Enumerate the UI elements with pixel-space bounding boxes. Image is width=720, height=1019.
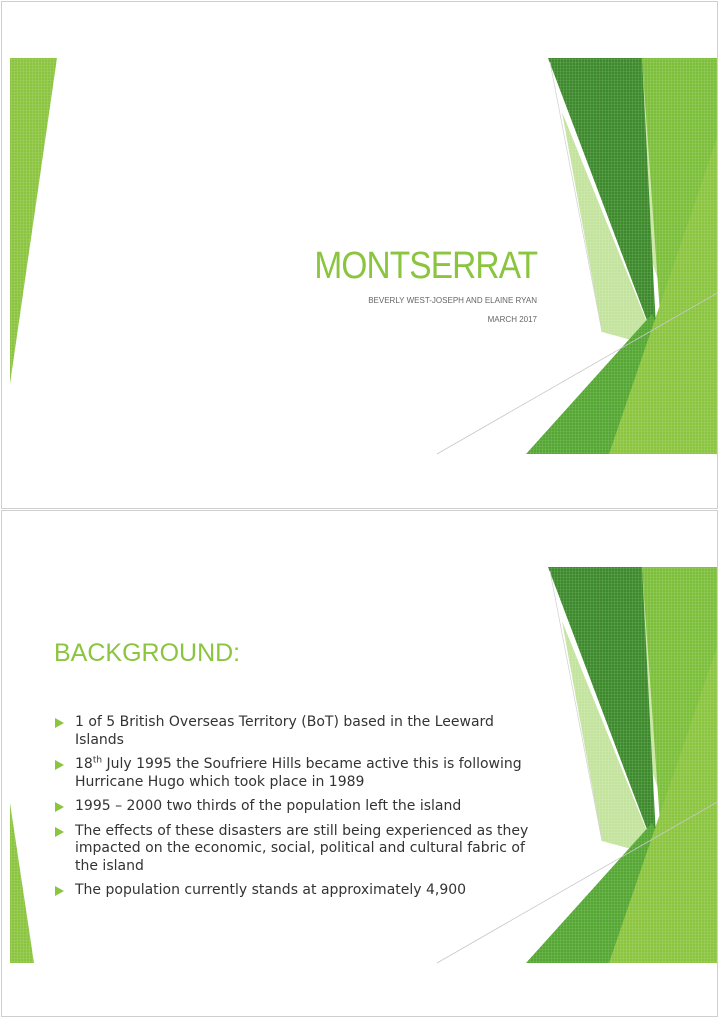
bullet-item (54, 756, 544, 791)
presentation-authors: BEVERLY WEST-JOSEPH AND ELAINE RYAN (368, 296, 537, 305)
slide-background (1, 510, 718, 1017)
bullet-list (54, 714, 544, 907)
bullet-text: The effects of these disasters are still being experienced as they impacted on the economic, social, political and cultural fabric of the island (75, 822, 529, 874)
bullet-text: The population currently stands at approximately 4,900 (75, 882, 467, 898)
slide-title (1, 1, 718, 509)
bullet-text: 1995 – 2000 two thirds of the population left the island (75, 798, 462, 814)
bullet-arrow-icon (55, 886, 64, 896)
bullet-arrow-icon (55, 760, 64, 770)
bullet-arrow-icon (55, 718, 64, 728)
bullet-item (54, 882, 544, 900)
bullet-text: July 1995 the Soufriere Hills became active this is following Hurricane Hugo which took place in 1989 (75, 756, 522, 790)
bullet-text-ordinal: th (92, 755, 103, 766)
slide-heading: BACKGROUND: (54, 639, 241, 667)
presentation-title: MONTSERRAT (314, 245, 537, 287)
presentation-date: MARCH 2017 (487, 315, 537, 324)
bullet-item (54, 823, 544, 876)
bullet-item (54, 798, 544, 816)
bullet-arrow-icon (55, 827, 64, 837)
bullet-text-day: 18 (75, 756, 93, 772)
bullet-arrow-icon (55, 802, 64, 812)
bullet-item (54, 714, 544, 749)
bullet-text: 1 of 5 British Overseas Territory (BoT) based in the Leeward Islands (75, 714, 494, 748)
